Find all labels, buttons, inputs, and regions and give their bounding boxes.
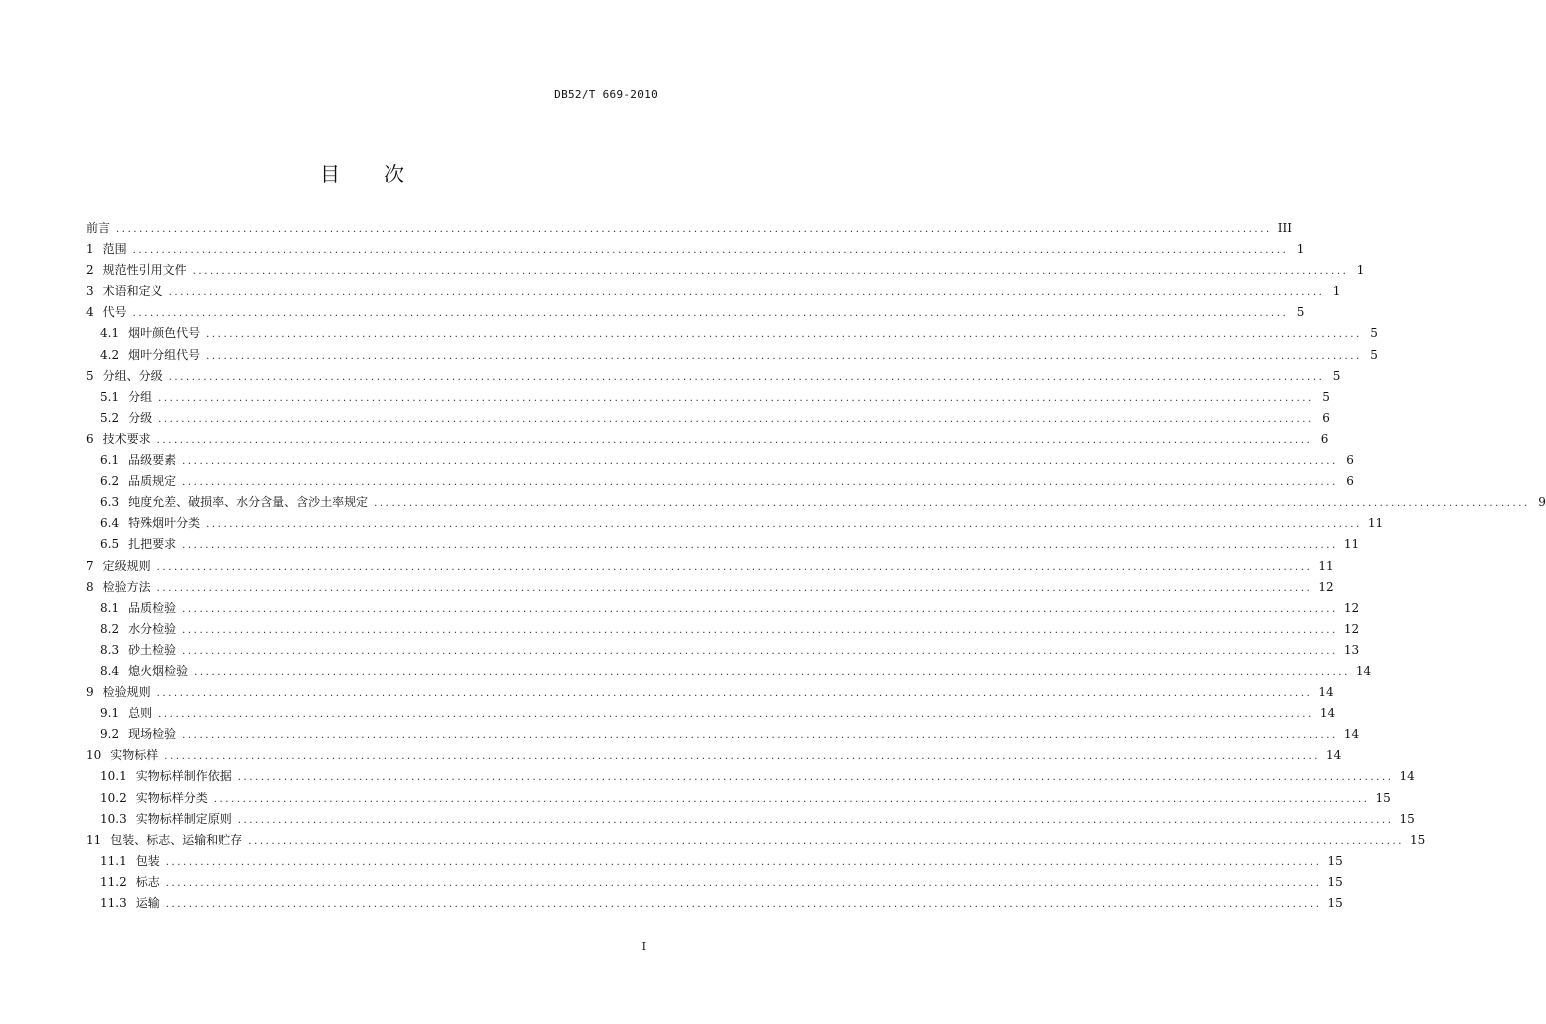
- toc-entry[interactable]: [86, 788, 1391, 809]
- toc-leader-dots: ........................................................................................................................................................................................................: [156, 434, 1313, 446]
- toc-title: [0, 158, 724, 187]
- toc-entry[interactable]: [86, 766, 1415, 787]
- toc-entry-title: 分级: [128, 410, 153, 425]
- toc-entry-number: 8.1: [100, 600, 120, 615]
- toc-entry-number: 9.1: [100, 706, 120, 721]
- toc-entry[interactable]: [86, 872, 1343, 893]
- toc-entry-page: 1: [1332, 284, 1341, 299]
- toc-entry-number: 10: [86, 748, 102, 763]
- toc-entry-title: 检验方法: [102, 579, 151, 594]
- toc-entry-number: 8: [86, 579, 94, 594]
- toc-entry-number: 7: [86, 558, 94, 573]
- toc-leader-dots: ........................................................................................................................................................................................................: [168, 287, 1325, 299]
- toc-entry-number: 11.1: [100, 853, 127, 868]
- toc-entry-page: 6: [1322, 410, 1330, 425]
- toc-leader-dots: ........................................................................................................................................................................................................: [158, 413, 1314, 425]
- toc-leader-dots: ........................................................................................................................................................................................................: [182, 540, 1338, 552]
- toc-entry-title: 规范性引用文件: [102, 263, 187, 278]
- toc-entry-number: 10.2: [100, 790, 127, 805]
- toc-entry-title: 品质检验: [128, 600, 177, 615]
- toc-entry-title: 分组、分级: [102, 368, 163, 383]
- toc-entry-page: 14: [1318, 685, 1334, 700]
- toc-entry-page: 14: [1399, 769, 1415, 784]
- toc-entry-number: 1: [86, 242, 94, 257]
- toc-entry-title: 标志: [135, 874, 160, 889]
- toc-leader-dots: ........................................................................................................................................................................................................: [182, 624, 1338, 636]
- toc-entry-number: 10.1: [100, 769, 127, 784]
- toc-entry-page: 13: [1343, 642, 1360, 657]
- toc-entry-number: 6.2: [100, 474, 120, 489]
- toc-entry[interactable]: [86, 745, 1342, 766]
- toc-entry[interactable]: [86, 640, 1360, 661]
- toc-entry-page: 5: [1296, 305, 1305, 320]
- toc-entry-page: 5: [1332, 368, 1341, 383]
- toc-leader-dots: ........................................................................................................................................................................................................: [158, 392, 1314, 404]
- toc-leader-dots: ........................................................................................................................................................................................................: [132, 245, 1289, 257]
- toc-entry-number: 11: [86, 832, 102, 847]
- toc-leader-dots: ........................................................................................................................................................................................................: [156, 688, 1313, 700]
- toc-entry-number: 5.1: [100, 389, 120, 404]
- toc-entry[interactable]: [86, 450, 1354, 471]
- toc-entry-number: 9.2: [100, 727, 120, 742]
- toc-title-char: 目: [320, 162, 340, 186]
- toc-entry-page: 9: [1538, 495, 1546, 510]
- toc-entry-number: 3: [86, 284, 94, 299]
- toc-entry[interactable]: [86, 703, 1336, 724]
- toc-entry-number: 4.2: [100, 347, 120, 362]
- toc-entry-page: 15: [1327, 853, 1343, 868]
- toc-entry-page: 12: [1343, 600, 1360, 615]
- toc-leader-dots: ........................................................................................................................................................................................................: [182, 477, 1338, 489]
- toc-entry[interactable]: [86, 851, 1343, 872]
- toc-entry[interactable]: [86, 302, 1305, 323]
- toc-leader-dots: ........................................................................................................................................................................................................: [165, 877, 1322, 889]
- toc-leader-dots: ........................................................................................................................................................................................................: [206, 329, 1362, 341]
- toc-leader-dots: ........................................................................................................................................................................................................: [182, 645, 1338, 657]
- toc-entry-page: 15: [1327, 896, 1343, 910]
- toc-entry-number: 10.3: [100, 811, 127, 826]
- toc-entry-title: 实物标样分类: [135, 790, 208, 805]
- toc-leader-dots: ........................................................................................................................................................................................................: [248, 835, 1405, 847]
- toc-entry-title: 品质规定: [128, 474, 177, 489]
- toc-entry-page: 11: [1343, 537, 1360, 552]
- toc-leader-dots: ........................................................................................................................................................................................................: [132, 308, 1289, 320]
- toc-leader-dots: ........................................................................................................................................................................................................: [237, 772, 1394, 784]
- toc-entry[interactable]: [86, 492, 1546, 513]
- toc-entry-title: 砂土检验: [128, 642, 177, 657]
- toc-entry-page: 1: [1356, 263, 1365, 278]
- toc-entry[interactable]: [86, 429, 1329, 450]
- toc-entry-page: 15: [1375, 790, 1391, 805]
- toc-entry-number: 8.2: [100, 621, 120, 636]
- toc-entry-title: 实物标样制定原则: [135, 811, 232, 826]
- toc-entry-page: 6: [1320, 431, 1329, 446]
- toc-leader-dots: ........................................................................................................................................................................................................: [164, 751, 1321, 763]
- toc-entry-number: 8.4: [100, 663, 120, 678]
- toc-entry[interactable]: [86, 239, 1305, 260]
- toc-entry-page: 15: [1410, 832, 1426, 847]
- toc-entry[interactable]: [86, 345, 1378, 366]
- toc-leader-dots: ........................................................................................................................................................................................................: [374, 498, 1530, 510]
- toc-entry[interactable]: [86, 366, 1341, 387]
- toc-entry-number: 9: [86, 685, 94, 700]
- toc-entry[interactable]: [86, 281, 1341, 302]
- toc-entry-page: 11: [1367, 516, 1384, 531]
- toc-entry-title: 熄火烟检验: [128, 663, 189, 678]
- toc-leader-dots: ........................................................................................................................................................................................................: [182, 603, 1338, 615]
- toc-entry-page: 14: [1343, 727, 1360, 742]
- toc-entry[interactable]: [86, 534, 1360, 555]
- toc-entry-number: 6.5: [100, 537, 120, 552]
- toc-entry-page: 14: [1319, 706, 1336, 721]
- toc-entry-title: 定级规则: [102, 558, 151, 573]
- toc-leader-dots: ........................................................................................................................................................................................................: [168, 371, 1325, 383]
- document-code: DB52/T 669-2010: [554, 88, 658, 101]
- toc-entry-number: 6.1: [100, 453, 120, 468]
- toc-leader-dots: ........................................................................................................................................................................................................: [194, 666, 1350, 678]
- toc-entry[interactable]: [86, 387, 1330, 408]
- toc-entry-number: 11.3: [100, 896, 127, 910]
- toc-entry-page: 14: [1326, 748, 1342, 763]
- toc-entry-number: 6.4: [100, 516, 120, 531]
- toc-entry-page: 12: [1318, 579, 1334, 594]
- toc-entry-page: 15: [1327, 874, 1343, 889]
- toc-entry-number: 4.1: [100, 326, 120, 341]
- toc-entry-page: III: [1277, 221, 1292, 235]
- toc-entry-title: 术语和定义: [102, 284, 163, 299]
- toc-entry[interactable]: [86, 513, 1384, 534]
- toc-leader-dots: ........................................................................................................................................................................................................: [192, 266, 1349, 278]
- toc-entry-title: 水分检验: [128, 621, 177, 636]
- toc-entry-number: 11.2: [100, 874, 127, 889]
- toc-entry[interactable]: [86, 556, 1334, 577]
- toc-entry-page: 6: [1346, 474, 1354, 489]
- toc-entry-title: 总则: [128, 706, 153, 721]
- toc-entry-title: 检验规则: [102, 685, 151, 700]
- toc-leader-dots: ........................................................................................................................................................................................................: [156, 561, 1313, 573]
- toc-entry[interactable]: [86, 661, 1372, 682]
- toc-title-char: 次: [384, 162, 404, 186]
- toc-leader-dots: ........................................................................................................................................................................................................: [156, 582, 1313, 594]
- toc-entry-title: 实物标样: [110, 748, 159, 763]
- toc-entry[interactable]: [86, 577, 1334, 598]
- toc-entry[interactable]: [86, 260, 1365, 281]
- toc-entry-title: 烟叶分组代号: [128, 347, 201, 362]
- toc-entry-title: 前言: [86, 221, 111, 235]
- toc-entry-number: 5.2: [100, 410, 120, 425]
- toc-entry-title: 实物标样制作依据: [135, 769, 232, 784]
- toc-entry-title: 纯度允差、破损率、水分含量、含沙土率规定: [128, 495, 369, 510]
- toc-entry-page: 5: [1322, 389, 1330, 404]
- toc-entry-page: 5: [1370, 326, 1378, 341]
- toc-entry-title: 特殊烟叶分类: [128, 516, 201, 531]
- toc-entry[interactable]: [86, 598, 1360, 619]
- toc-entry[interactable]: [86, 619, 1360, 640]
- toc-entry-title: 技术要求: [102, 431, 151, 446]
- toc-leader-dots: ........................................................................................................................................................................................................: [182, 456, 1338, 468]
- toc-leader-dots: ........................................................................................................................................................................................................: [165, 856, 1322, 868]
- toc-entry-number: 5: [86, 368, 94, 383]
- toc-entry[interactable]: [86, 218, 1292, 239]
- toc-entry-title: 范围: [102, 242, 127, 257]
- toc-entry[interactable]: [86, 323, 1378, 344]
- toc-entry[interactable]: [86, 830, 1426, 851]
- toc-leader-dots: ........................................................................................................................................................................................................: [158, 709, 1314, 721]
- toc-leader-dots: ........................................................................................................................................................................................................: [182, 730, 1338, 742]
- toc-entry-title: 烟叶颜色代号: [128, 326, 201, 341]
- toc-leader-dots: ........................................................................................................................................................................................................: [237, 814, 1394, 826]
- table-of-contents: [86, 218, 1546, 914]
- toc-entry-title: 包装、标志、运输和贮存: [110, 832, 243, 847]
- toc-entry-title: 分组: [128, 389, 153, 404]
- toc-entry-number: 8.3: [100, 642, 120, 657]
- toc-entry[interactable]: [86, 471, 1354, 492]
- toc-entry-page: 1: [1296, 242, 1305, 257]
- toc-entry[interactable]: [86, 682, 1334, 703]
- toc-entry-title: 现场检验: [128, 727, 177, 742]
- toc-entry-number: 6: [86, 431, 94, 446]
- toc-entry-page: 15: [1399, 811, 1415, 826]
- toc-leader-dots: ........................................................................................................................................................................................................: [165, 899, 1322, 910]
- toc-leader-dots: ........................................................................................................................................................................................................: [116, 224, 1272, 235]
- toc-entry-title: 扎把要求: [128, 537, 177, 552]
- toc-entry-title: 包装: [135, 853, 160, 868]
- toc-entry-title: 代号: [102, 305, 127, 320]
- toc-entry-number: 6.3: [100, 495, 120, 510]
- toc-leader-dots: ........................................................................................................................................................................................................: [206, 350, 1362, 362]
- toc-entry-page: 11: [1318, 558, 1334, 573]
- toc-entry-title: 品级要素: [128, 453, 177, 468]
- toc-leader-dots: ........................................................................................................................................................................................................: [213, 793, 1370, 805]
- toc-entry-title: 运输: [135, 896, 160, 910]
- page-number: I: [641, 940, 646, 953]
- toc-entry-page: 6: [1346, 453, 1354, 468]
- toc-leader-dots: ........................................................................................................................................................................................................: [206, 519, 1362, 531]
- toc-entry-page: 5: [1370, 347, 1378, 362]
- toc-entry[interactable]: [86, 809, 1415, 830]
- toc-entry-page: 12: [1343, 621, 1360, 636]
- toc-entry-page: 14: [1355, 663, 1372, 678]
- toc-entry-number: 4: [86, 305, 94, 320]
- toc-entry[interactable]: [86, 893, 1343, 914]
- toc-entry[interactable]: [86, 408, 1330, 429]
- toc-entry-number: 2: [86, 263, 94, 278]
- toc-entry[interactable]: [86, 724, 1360, 745]
